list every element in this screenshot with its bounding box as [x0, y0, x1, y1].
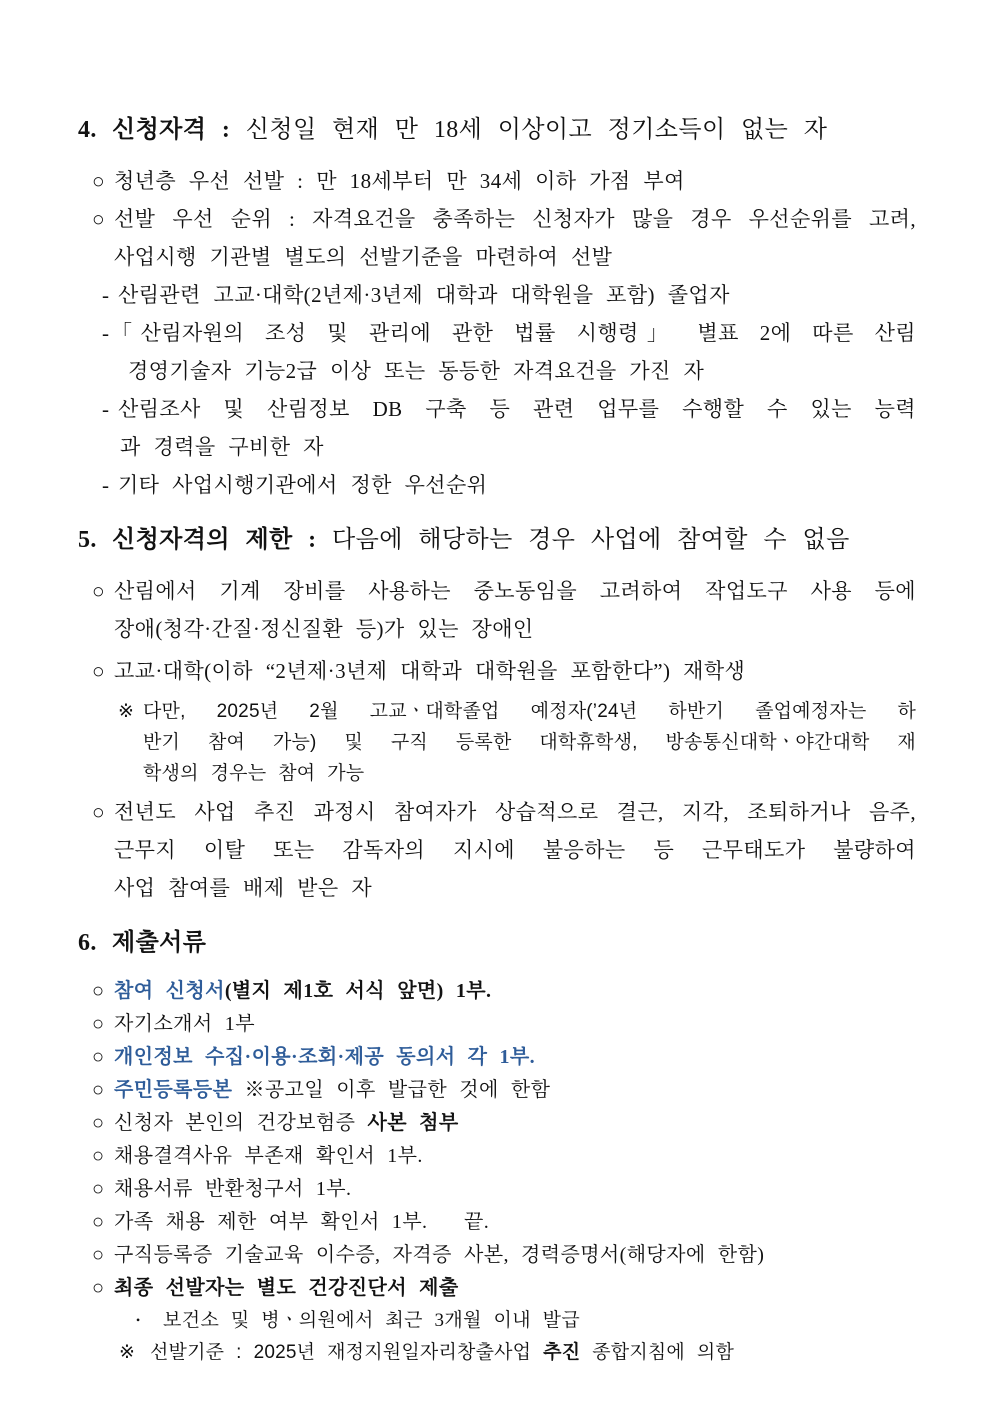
note-item: [0, 1337, 992, 1368]
line-text: [114, 617, 534, 641]
text-line: [0, 1206, 992, 1239]
text-segment: 추진: [543, 1342, 581, 1363]
line-text: [114, 659, 745, 683]
list-item: [0, 1008, 992, 1041]
bullet-marker: ○: [92, 1145, 105, 1167]
line-text: [112, 117, 827, 143]
bullet-marker: ○: [92, 1277, 105, 1299]
text-segment: 종합지침에 의함: [580, 1342, 735, 1363]
line-text: [114, 1178, 351, 1200]
text-segment: 다음에 해당하는 경우 사업에 참여할 수 없음: [332, 527, 850, 553]
text-line: [0, 1107, 992, 1140]
list-item: [0, 572, 992, 648]
text-segment: 신청자 본인의 건강보험증: [114, 1112, 368, 1134]
line-text: [114, 1244, 764, 1266]
text-segment: 채용서류 반환청구서 1부.: [114, 1178, 352, 1200]
bullet-marker: ○: [92, 1211, 105, 1233]
text-segment: 경영기술자 기능2급 이상 또는 동등한 자격요건을 가진 자: [128, 359, 705, 383]
text-segment: 학생의 경우는 참여 가능: [143, 763, 365, 784]
text-line: [0, 1140, 992, 1173]
text-line: [0, 428, 992, 466]
line-text: [143, 701, 916, 722]
text-line: [0, 390, 992, 428]
list-item: [0, 1272, 992, 1305]
bullet-marker: 4.: [78, 117, 97, 143]
text-line: [0, 758, 992, 789]
line-text: [114, 980, 491, 1002]
text-line: [0, 1239, 992, 1272]
bullet-marker: ○: [92, 800, 106, 824]
text-line: [0, 727, 992, 758]
line-text: [114, 245, 612, 269]
bullet-marker: -: [102, 473, 110, 497]
line-text: [114, 1013, 255, 1035]
text-segment: 근무지 이탈 또는 감독자의 지시에 불응하는 등 근무태도가 불량하여: [114, 838, 916, 862]
line-text: [143, 763, 364, 784]
line-text: [128, 359, 704, 383]
text-segment: 「산림자원의 조성 및 관리에 관한 법률 시행령」 별표 2에 따른 산림: [111, 321, 916, 345]
text-segment: ※공고일 이후 발급한 것에 한함: [244, 1079, 551, 1101]
text-segment: 채용결격사유 부존재 확인서 1부.: [114, 1145, 423, 1167]
text-segment: 장애(청각·간질·정신질환 등)가 있는 장애인: [114, 617, 534, 641]
bullet-marker: ○: [92, 1079, 105, 1101]
text-segment: 산림관련 고교·대학(2년제·3년제 대학과 대학원을 포함) 졸업자: [118, 283, 730, 307]
line-text: [114, 1145, 423, 1167]
text-segment: 산림조사 및 산림정보 DB 구축 등 관련 업무를 수행할 수 있는 능력: [118, 397, 916, 421]
text-segment: 사업시행 기관별 별도의 선발기준을 마련하여 선발: [114, 245, 613, 269]
text-line: [0, 200, 992, 238]
text-segment: 청년층 우선 선발 : 만 18세부터 만 34세 이하 가점 부여: [114, 169, 685, 193]
line-text: [114, 1211, 489, 1233]
line-text: [114, 800, 916, 824]
text-segment: 신청자격 :: [112, 117, 246, 143]
text-segment: 선발기준 : 2025년 재정지원일자리창출사업: [150, 1342, 544, 1363]
text-line: [0, 1173, 992, 1206]
line-text: [112, 930, 206, 956]
text-line: [0, 1074, 992, 1107]
sub-item: [0, 276, 992, 314]
text-line: [0, 314, 992, 352]
text-segment: 사업 참여를 배제 받은 자: [114, 876, 373, 900]
list-item: [0, 1074, 992, 1107]
line-text: [114, 876, 372, 900]
bullet-marker: 5.: [78, 527, 97, 553]
text-line: [0, 1041, 992, 1074]
section-5-heading: [0, 518, 992, 562]
text-line: [0, 162, 992, 200]
text-line: [0, 276, 992, 314]
list-item: [0, 1173, 992, 1206]
text-line: [0, 1008, 992, 1041]
line-text: [114, 169, 685, 193]
text-line: [0, 793, 992, 831]
text-line: [0, 1305, 992, 1337]
text-segment: 사본 첨부: [367, 1112, 459, 1134]
text-segment: 참여 신청서: [114, 980, 225, 1002]
bullet-marker: ○: [92, 207, 106, 231]
sub-item: [0, 466, 992, 504]
line-text: [143, 732, 916, 753]
line-text: [118, 283, 730, 307]
text-line: [0, 352, 992, 390]
bullet-marker: ○: [92, 1244, 105, 1266]
text-segment: 주민등록등본: [114, 1079, 245, 1101]
bullet-marker: ○: [92, 1178, 105, 1200]
text-segment: 신청일 현재 만 18세 이상이고 정기소득이 없는 자: [245, 117, 828, 143]
text-segment: 제출서류: [112, 930, 207, 956]
list-item: [0, 200, 992, 276]
line-text: [114, 1277, 459, 1299]
text-segment: 산림에서 기계 장비를 사용하는 중노동임을 고려하여 작업도구 사용 등에: [114, 579, 916, 603]
text-segment: 전년도 사업 추진 과정시 참여자가 상습적으로 결근, 지각, 조퇴하거나 음주,: [114, 800, 916, 824]
line-text: [114, 207, 916, 231]
list-item: [0, 1041, 992, 1074]
text-line: [0, 572, 992, 610]
line-text: [114, 579, 916, 603]
bullet-marker: ○: [92, 579, 106, 603]
list-item: [0, 1239, 992, 1272]
section-6-heading: [0, 921, 992, 965]
line-text: [118, 397, 916, 421]
note-item: [0, 696, 992, 789]
line-text: [120, 435, 324, 459]
text-line: [0, 1272, 992, 1305]
line-text: [114, 838, 916, 862]
document-body: [0, 108, 992, 1368]
text-line: [0, 610, 992, 648]
bullet-marker: ※: [119, 1342, 136, 1363]
line-text: [114, 1112, 459, 1134]
bullet-marker: -: [102, 397, 110, 421]
list-item: [0, 162, 992, 200]
line-text: [114, 1079, 550, 1101]
text-segment: 선발 우선 순위 : 자격요건을 충족하는 신청자가 많을 경우 우선순위를 고려,: [114, 207, 916, 231]
sub-item: [0, 390, 992, 466]
bullet-marker: ○: [92, 1013, 105, 1035]
list-item: [0, 1107, 992, 1140]
dot-item: [0, 1305, 992, 1337]
line-text: [163, 1310, 580, 1331]
text-segment: 다만, 2025년 2월 고교ㆍ대학졸업 예정자(’24년 하반기 졸업예정자는 하: [143, 701, 916, 722]
text-line: [0, 869, 992, 907]
text-line: [0, 831, 992, 869]
text-line: [0, 518, 992, 562]
bullet-marker: 6.: [78, 930, 97, 956]
list-item: [0, 975, 992, 1008]
text-line: [0, 696, 992, 727]
text-segment: 기타 사업시행기관에서 정한 우선순위: [118, 473, 488, 497]
line-text: [111, 321, 916, 345]
text-segment: 최종 선발자는 별도 건강진단서 제출: [114, 1277, 459, 1299]
bullet-marker: ○: [92, 1112, 105, 1134]
text-line: [0, 466, 992, 504]
bullet-marker: -: [102, 321, 110, 345]
sub-item: [0, 314, 992, 390]
list-item: [0, 793, 992, 907]
bullet-marker: ○: [92, 659, 106, 683]
text-segment: 자기소개서 1부: [114, 1013, 255, 1035]
text-segment: 가족 채용 제한 여부 확인서 1부. 끝.: [114, 1211, 490, 1233]
text-segment: (별지 제1호 서식 앞면) 1부.: [224, 980, 492, 1002]
line-text: [118, 473, 487, 497]
text-line: [0, 1337, 992, 1368]
list-item: [0, 1206, 992, 1239]
text-segment: 고교·대학(이하 “2년제·3년제 대학과 대학원을 포함한다”) 재학생: [114, 659, 746, 683]
line-text: [112, 527, 850, 553]
text-line: [0, 238, 992, 276]
list-item: [0, 1140, 992, 1173]
bullet-marker: ○: [92, 169, 106, 193]
text-segment: 개인정보 수집·이용·조회·제공 동의서 각 1부.: [114, 1046, 536, 1068]
text-segment: 과 경력을 구비한 자: [120, 435, 324, 459]
bullet-marker: ※: [118, 701, 135, 722]
section-4-heading: [0, 108, 992, 152]
bullet-marker: •: [136, 1314, 141, 1327]
text-line: [0, 652, 992, 690]
text-segment: 반기 참여 가능) 및 구직 등록한 대학휴학생, 방송통신대학ㆍ야간대학 재: [143, 732, 916, 753]
line-text: [114, 1046, 535, 1068]
text-segment: 구직등록증 기술교육 이수증, 자격증 사본, 경력증명서(해당자에 한함): [114, 1244, 765, 1266]
bullet-marker: ○: [92, 980, 105, 1002]
text-segment: 신청자격의 제한 :: [112, 527, 333, 553]
bullet-marker: -: [102, 283, 110, 307]
text-line: [0, 975, 992, 1008]
text-segment: 보건소 및 병ㆍ의원에서 최근 3개월 이내 발급: [163, 1310, 581, 1331]
list-item: [0, 652, 992, 690]
bullet-marker: ○: [92, 1046, 105, 1068]
line-text: [150, 1342, 734, 1363]
text-line: [0, 108, 992, 152]
text-line: [0, 921, 992, 965]
